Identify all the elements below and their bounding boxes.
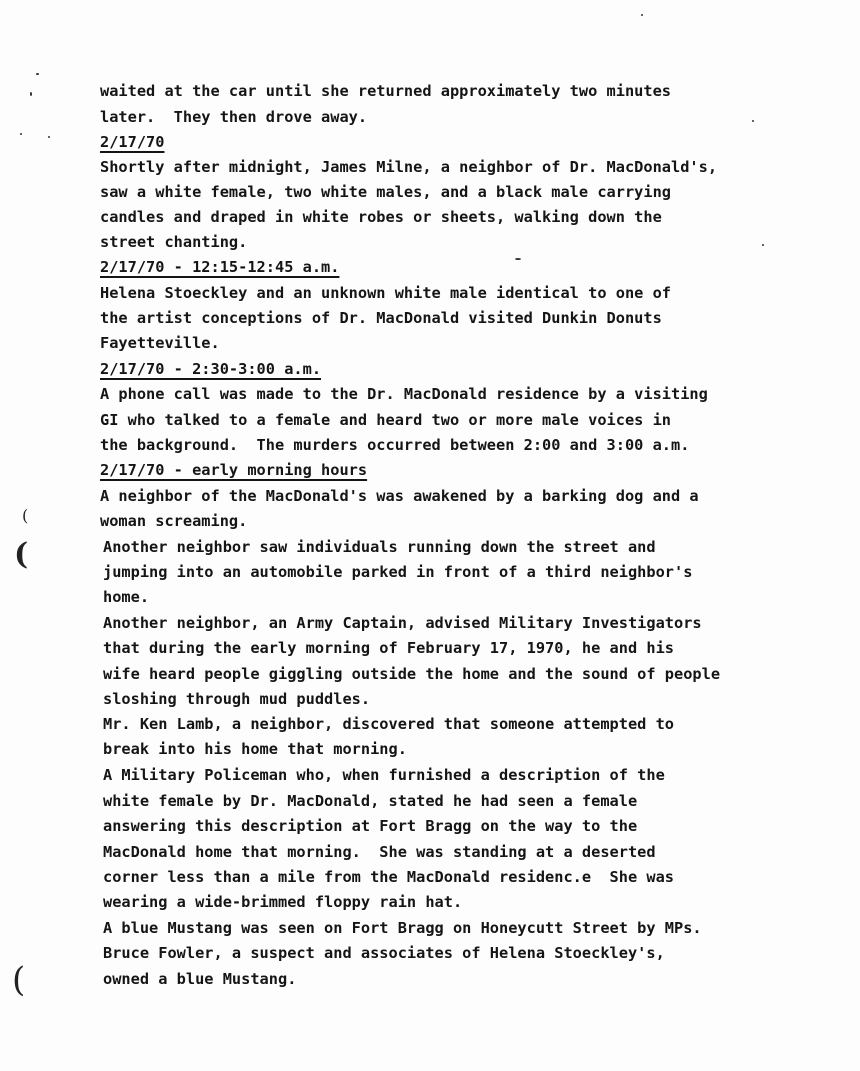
scan-speck [762,244,764,246]
body-line: waited at the car until she returned approximately two minutes [100,82,671,100]
body-line: the artist conceptions of Dr. MacDonald visited Dunkin Donuts [100,309,662,327]
body-line: A phone call was made to the Dr. MacDonald residence by a visiting [100,385,708,403]
body-line: A Military Policeman who, when furnished a description of the [103,766,665,784]
margin-bracket-mark: ( [22,506,29,525]
date-heading: 2/17/70 - 12:15-12:45 a.m. [100,258,340,276]
body-line: home. [103,588,150,606]
body-line: woman screaming. [100,512,248,530]
scan-speck [48,136,50,138]
body-line: that during the early morning of February 17, 1970, he and his [103,639,674,657]
date-heading: 2/17/70 - 2:30-3:00 a.m. [100,360,322,378]
margin-bracket-mark: ( [14,537,29,572]
scan-speck [36,73,39,75]
body-line: white female by Dr. MacDonald, stated he had seen a female [103,792,638,810]
body-line: wearing a wide-brimmed floppy rain hat. [103,893,463,911]
body-line: Another neighbor saw individuals running down the street and [103,538,656,556]
margin-bracket-mark: ( [12,960,26,1000]
scan-speck [641,14,643,16]
body-line: saw a white female, two white males, and a black male carrying [100,183,671,201]
body-line: street chanting. [100,233,248,251]
body-line: sloshing through mud puddles. [103,690,371,708]
scan-speck [515,258,521,260]
body-line: Mr. Ken Lamb, a neighbor, discovered that someone attempted to [103,715,674,733]
body-line: corner less than a mile from the MacDonald residenc.e She was [103,868,674,886]
body-line: MacDonald home that morning. She was standing at a deserted [103,843,656,861]
body-line: A blue Mustang was seen on Fort Bragg on Honeycutt Street by MPs. [103,919,702,937]
body-line: Helena Stoeckley and an unknown white male identical to one of [100,284,671,302]
body-line: jumping into an automobile parked in front of a third neighbor's [103,563,693,581]
body-line: Fayetteville. [100,334,220,352]
body-line: Bruce Fowler, a suspect and associates of Helena Stoeckley's, [103,944,665,962]
scan-speck [752,120,754,122]
body-line: owned a blue Mustang. [103,970,297,988]
date-heading: 2/17/70 - early morning hours [100,461,368,479]
body-line: Another neighbor, an Army Captain, advised Military Investigators [103,614,702,632]
body-line: candles and draped in white robes or sheets, walking down the [100,208,662,226]
body-line: the background. The murders occurred between 2:00 and 3:00 a.m. [100,436,690,454]
scan-speck [30,92,32,96]
body-line: wife heard people giggling outside the home and the sound of people [103,665,721,683]
body-line: Shortly after midnight, James Milne, a neighbor of Dr. MacDonald's, [100,158,718,176]
date-heading: 2/17/70 [100,133,165,151]
body-line: A neighbor of the MacDonald's was awakened by a barking dog and a [100,487,699,505]
body-line: answering this description at Fort Bragg on the way to the [103,817,638,835]
body-line: GI who talked to a female and heard two or more male voices in [100,411,671,429]
scan-speck [20,133,22,135]
body-line: break into his home that morning. [103,740,407,758]
body-line: later. They then drove away. [100,108,368,126]
